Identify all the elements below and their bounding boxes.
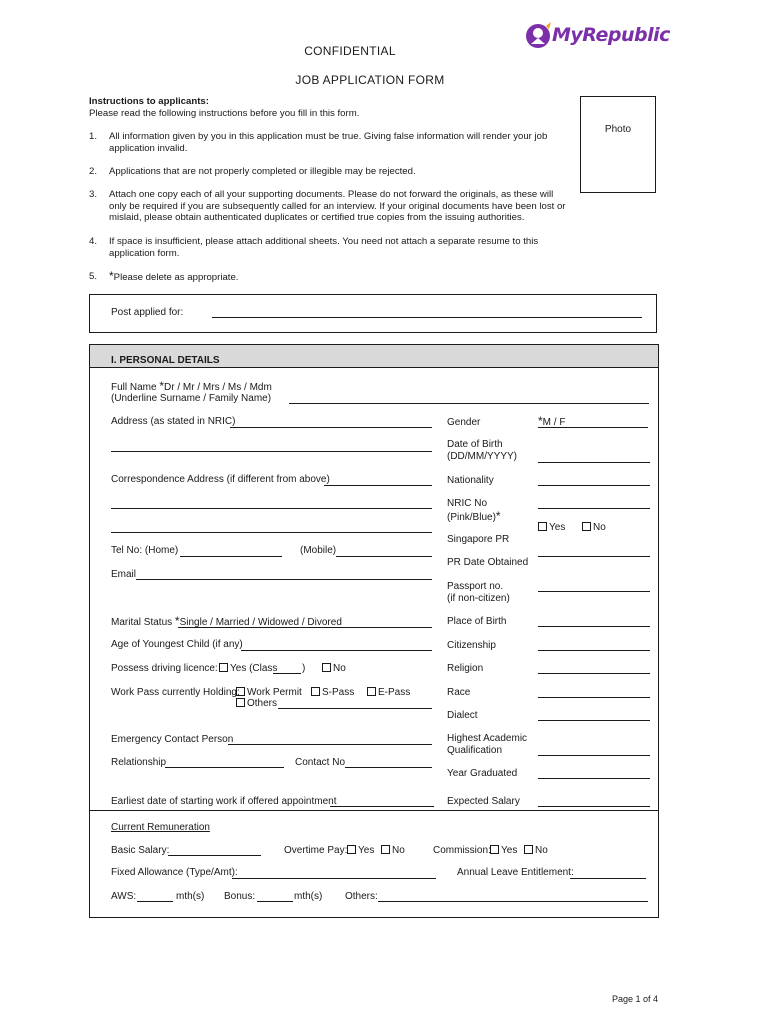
others-label: Others xyxy=(247,698,278,709)
dob-label-line-1: Date of Birth xyxy=(447,439,503,450)
form-title: JOB APPLICATION FORM xyxy=(295,73,445,87)
passport-label-line-2: (if non-citizen) xyxy=(447,593,510,604)
nationality-label: Nationality xyxy=(447,475,494,486)
gender-values[interactable]: M / F xyxy=(542,417,566,428)
nric-label xyxy=(447,498,501,524)
instruction-item xyxy=(89,189,574,224)
overtime-yes-label: Yes xyxy=(358,845,375,856)
instruction-text: Attach one copy each of all your supporting documents. Please do not forward the originals, as these will only be required if you are subsequently called for an interview. If your original documents have been lost or mislaid, please obtain authenticated duplicates or certified true copies from the issuing authorities. xyxy=(109,189,566,223)
marital-status-input[interactable] xyxy=(178,627,432,628)
photo-box[interactable] xyxy=(580,96,656,193)
dob-input[interactable] xyxy=(538,462,650,463)
correspondence-address-input-line-3[interactable] xyxy=(111,532,432,533)
pr-yes-label: Yes xyxy=(549,522,566,533)
place-of-birth-input[interactable] xyxy=(538,626,650,627)
dob-label xyxy=(447,439,517,463)
epass-option[interactable] xyxy=(367,687,410,699)
race-input[interactable] xyxy=(538,697,650,698)
fixed-allowance-input[interactable] xyxy=(232,878,436,879)
expected-salary-input[interactable] xyxy=(538,806,650,807)
instruction-item xyxy=(89,166,569,178)
year-graduated-label: Year Graduated xyxy=(447,768,518,779)
post-applied-input[interactable] xyxy=(212,317,642,318)
nric-label-line-1: NRIC No xyxy=(447,498,488,509)
instruction-number: 2. xyxy=(89,166,98,177)
confidential-label: CONFIDENTIAL xyxy=(304,44,396,58)
address-label: Address (as stated in NRIC) xyxy=(111,416,236,427)
place-of-birth-label: Place of Birth xyxy=(447,616,507,627)
address-input-line-2[interactable] xyxy=(111,451,432,452)
others-pay-label: Others: xyxy=(345,891,378,902)
remuneration-divider xyxy=(90,810,658,811)
checkbox-icon[interactable] xyxy=(219,663,228,672)
annual-leave-label: Annual Leave Entitlement: xyxy=(457,867,574,878)
instruction-text: All information given by you in this application must be true. Giving false information will render your job application invalid. xyxy=(109,131,548,154)
year-graduated-input[interactable] xyxy=(538,778,650,779)
contact-no-input[interactable] xyxy=(345,767,432,768)
others-option[interactable] xyxy=(236,698,277,710)
basic-salary-input[interactable] xyxy=(168,855,261,856)
qualification-label-line-2: Qualification xyxy=(447,745,503,756)
work-pass-others-input[interactable] xyxy=(278,708,432,709)
race-label: Race xyxy=(447,687,471,698)
instruction-item xyxy=(89,271,569,284)
instruction-number: 4. xyxy=(89,236,98,247)
commission-yes-label: Yes xyxy=(501,845,518,856)
email-label: Email xyxy=(111,569,137,580)
asterisk: * xyxy=(538,414,543,428)
photo-label: Photo xyxy=(604,124,632,135)
emergency-contact-input[interactable] xyxy=(228,744,432,745)
licence-no-option[interactable] xyxy=(322,663,346,675)
checkbox-icon[interactable] xyxy=(524,845,533,854)
youngest-child-input[interactable] xyxy=(241,650,432,651)
instruction-number: 5. xyxy=(89,271,98,282)
relationship-label: Relationship xyxy=(111,757,167,768)
checkbox-icon[interactable] xyxy=(236,698,245,707)
qualification-input[interactable] xyxy=(538,755,650,756)
instruction-number: 3. xyxy=(89,189,98,200)
commission-label: Commission: xyxy=(433,845,491,856)
checkbox-icon[interactable] xyxy=(367,687,376,696)
dob-label-line-2: (DD/MM/YYYY) xyxy=(447,451,517,462)
relationship-input[interactable] xyxy=(165,767,284,768)
licence-no-label: No xyxy=(333,663,346,674)
passport-input[interactable] xyxy=(538,591,650,592)
tel-mobile-input[interactable] xyxy=(336,556,432,557)
religion-input[interactable] xyxy=(538,673,650,674)
tel-home-label: Tel No: (Home) xyxy=(111,545,179,556)
marital-status-text: Marital Status xyxy=(111,617,175,628)
pr-yes-option[interactable] xyxy=(538,522,565,534)
asterisk: * xyxy=(159,379,165,393)
aws-input[interactable] xyxy=(137,901,173,902)
checkbox-icon[interactable] xyxy=(347,845,356,854)
earliest-date-input[interactable] xyxy=(330,806,434,807)
brand-name: MyRepublic xyxy=(552,24,670,46)
asterisk: * xyxy=(495,509,501,523)
pr-date-input[interactable] xyxy=(538,556,650,557)
dialect-input[interactable] xyxy=(538,720,650,721)
instruction-text: Please delete as appropriate. xyxy=(113,272,239,283)
overtime-no-option[interactable] xyxy=(381,845,405,857)
licence-class-input[interactable] xyxy=(273,673,301,674)
checkbox-icon[interactable] xyxy=(582,522,591,531)
instruction-text: Applications that are not properly completed or illegible may be rejected. xyxy=(109,166,416,177)
remuneration-title: Current Remuneration xyxy=(111,822,210,833)
bonus-label: Bonus: xyxy=(224,891,256,902)
basic-salary-label: Basic Salary: xyxy=(111,845,170,856)
checkbox-icon[interactable] xyxy=(490,845,499,854)
checkbox-icon[interactable] xyxy=(322,663,331,672)
checkbox-icon[interactable] xyxy=(236,687,245,696)
gender-label: Gender xyxy=(447,417,481,428)
nric-label-line-2: (Pink/Blue) xyxy=(447,512,496,523)
aws-mths-label: mth(s) xyxy=(176,891,205,902)
tel-mobile-label: (Mobile) xyxy=(300,545,337,556)
citizenship-label: Citizenship xyxy=(447,640,496,651)
licence-yes-option[interactable] xyxy=(219,663,277,675)
instructions-heading: Instructions to applicants: xyxy=(89,96,209,107)
bonus-mths-label: mth(s) xyxy=(294,891,323,902)
youngest-child-label: Age of Youngest Child (if any) xyxy=(111,639,243,650)
correspondence-address-input[interactable] xyxy=(324,485,432,486)
marital-options[interactable]: Single / Married / Widowed / Divored xyxy=(179,617,342,628)
full-name-sublabel: (Underline Surname / Family Name) xyxy=(111,393,272,404)
work-permit-label: Work Permit xyxy=(247,687,302,698)
asterisk: * xyxy=(174,614,180,628)
expected-salary-label: Expected Salary xyxy=(447,796,520,807)
full-name-label xyxy=(111,380,272,394)
nationality-input[interactable] xyxy=(538,485,650,486)
instruction-text: If space is insufficient, please attach additional sheets. You need not attach a separate resume to this application form. xyxy=(109,236,539,259)
singapore-pr-label: Singapore PR xyxy=(447,534,510,545)
licence-class-close: ) xyxy=(302,663,306,674)
spass-option[interactable] xyxy=(311,687,354,699)
commission-yes-option[interactable] xyxy=(490,845,517,857)
spass-label: S-Pass xyxy=(322,687,355,698)
qualification-label-line-1: Highest Academic xyxy=(447,733,528,744)
religion-label: Religion xyxy=(447,663,484,674)
pr-no-label: No xyxy=(593,522,606,533)
bonus-input[interactable] xyxy=(257,901,293,902)
title-options: Dr / Mr / Mrs / Ms / Mdm xyxy=(164,382,272,393)
instructions-intro: Please read the following instructions before you fill in this form. xyxy=(89,108,360,119)
overtime-no-label: No xyxy=(392,845,405,856)
page-number: Page 1 of 4 xyxy=(612,994,659,1004)
pr-date-label: PR Date Obtained xyxy=(447,557,529,568)
overtime-yes-option[interactable] xyxy=(347,845,374,857)
correspondence-address-input-line-2[interactable] xyxy=(111,508,432,509)
citizenship-input[interactable] xyxy=(538,650,650,651)
instruction-number: 1. xyxy=(89,131,98,142)
aws-label: AWS: xyxy=(111,891,137,902)
commission-no-label: No xyxy=(535,845,548,856)
licence-yes-label: Yes (Class xyxy=(230,663,278,674)
full-name-text: Full Name xyxy=(111,382,160,393)
commission-no-option[interactable] xyxy=(524,845,548,857)
checkbox-icon[interactable] xyxy=(311,687,320,696)
address-input[interactable] xyxy=(230,427,432,428)
epass-label: E-Pass xyxy=(378,687,411,698)
pr-no-option[interactable] xyxy=(582,522,606,534)
nric-input[interactable] xyxy=(538,508,650,509)
overtime-pay-label: Overtime Pay: xyxy=(284,845,348,856)
dialect-label: Dialect xyxy=(447,710,478,721)
contact-no-label: Contact No xyxy=(295,757,346,768)
gender-input[interactable] xyxy=(538,427,648,428)
section-title: I. PERSONAL DETAILS xyxy=(111,355,220,366)
checkbox-icon[interactable] xyxy=(381,845,390,854)
work-pass-label: Work Pass currently Holding: xyxy=(111,687,240,698)
driving-licence-label: Possess driving licence: xyxy=(111,663,218,674)
checkbox-icon[interactable] xyxy=(538,522,547,531)
asterisk: * xyxy=(109,269,114,283)
tel-home-input[interactable] xyxy=(180,556,282,557)
instruction-item xyxy=(89,236,569,259)
annual-leave-input[interactable] xyxy=(570,878,646,879)
emergency-contact-label: Emergency Contact Person xyxy=(111,734,234,745)
fixed-allowance-label: Fixed Allowance (Type/Amt): xyxy=(111,867,238,878)
qualification-label xyxy=(447,733,527,757)
instruction-item xyxy=(89,131,569,154)
post-applied-label: Post applied for: xyxy=(111,307,184,318)
correspondence-address-label: Correspondence Address (if different from above) xyxy=(111,474,330,485)
email-input[interactable] xyxy=(136,579,432,580)
others-pay-input[interactable] xyxy=(378,901,648,902)
earliest-date-label: Earliest date of starting work if offered appointment xyxy=(111,796,337,807)
passport-label xyxy=(447,581,510,605)
passport-label-line-1: Passport no. xyxy=(447,581,504,592)
full-name-input[interactable] xyxy=(289,403,649,404)
